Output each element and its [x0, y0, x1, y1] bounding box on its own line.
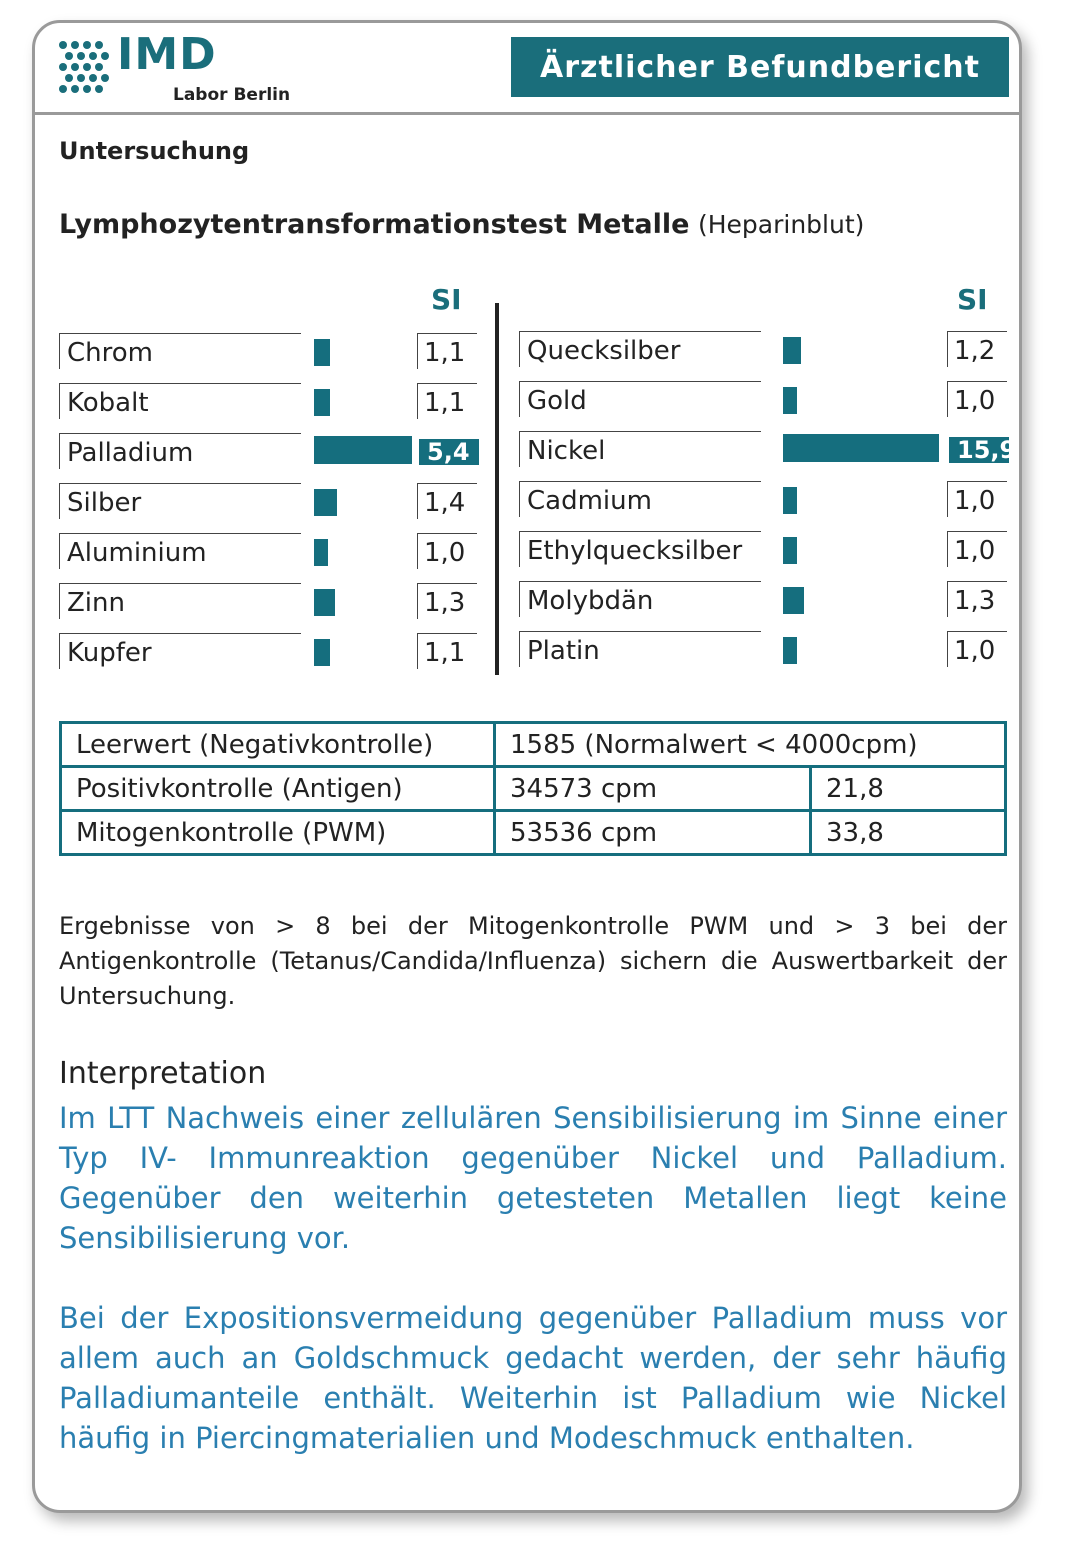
si-value: 1,0	[417, 533, 477, 569]
result-row-nickel	[519, 431, 1017, 471]
result-row-kobalt	[59, 383, 479, 423]
si-value: 5,4	[419, 439, 479, 465]
mitogen-cpm: 53536 cpm	[495, 811, 811, 855]
metal-name: Zinn	[59, 583, 301, 619]
table-row	[61, 811, 1006, 855]
validity-note: Ergebnisse von > 8 bei der Mitogenkontrolle PWM und > 3 bei der Antigenkontrolle (Tetanus/Candida/Influenza) sichern die Auswertbarkeit der Untersuchung.	[59, 912, 1007, 1010]
positive-label: Positivkontrolle (Antigen)	[61, 767, 495, 811]
si-bar	[783, 434, 939, 462]
header-divider	[35, 112, 1019, 115]
metal-name: Aluminium	[59, 533, 301, 569]
result-row-quecksilber	[519, 331, 1009, 371]
section-label: Untersuchung	[59, 137, 250, 165]
si-bar	[314, 539, 328, 566]
table-row	[61, 723, 1006, 767]
test-title	[59, 209, 864, 240]
blank-label: Leerwert (Negativkontrolle)	[61, 723, 495, 767]
result-row-chrom	[59, 333, 479, 373]
si-value: 15,9	[949, 437, 1009, 463]
report-title: Ärztlicher Befundbericht	[511, 37, 1009, 97]
si-value: 1,1	[417, 633, 477, 669]
metal-name: Cadmium	[519, 481, 761, 517]
result-row-platin	[519, 631, 1009, 671]
si-value: 1,4	[417, 483, 477, 519]
si-bar	[314, 639, 330, 666]
si-bar	[783, 387, 797, 414]
si-bar	[314, 389, 330, 416]
si-value: 1,3	[947, 581, 1007, 617]
metal-name: Gold	[519, 381, 761, 417]
interpretation-paragraph-2: Bei der Expositionsvermeidung gegenüber Palladium muss vor allem auch an Goldschmuck gedacht werden, der sehr häufig Palladiumanteile enthält. Weiterhin ist Palladium wie Nickel häufig in Piercingmaterialien und Modeschmuck enthalten.	[59, 1301, 1007, 1455]
result-row-zinn	[59, 583, 479, 623]
result-row-palladium	[59, 433, 479, 473]
si-value: 1,1	[417, 333, 477, 369]
report-card	[32, 20, 1022, 1513]
blank-value: 1585 (Normalwert < 4000cpm)	[495, 723, 1006, 767]
si-bar	[783, 487, 797, 514]
result-row-ethylquecksilber	[519, 531, 1009, 571]
si-value: 1,0	[947, 381, 1007, 417]
interpretation-paragraph-1: Im LTT Nachweis einer zellulären Sensibilisierung im Sinne einer Typ IV- Immunreaktion gegenüber Nickel und Palladium. Gegenüber den weiterhin getesteten Metallen liegt keine Sensibilisierung vor.	[59, 1101, 1007, 1255]
imd-logo	[57, 29, 297, 109]
test-name: Lymphozytentransformationstest Metalle	[59, 209, 690, 240]
si-bar	[314, 489, 337, 516]
si-value: 1,0	[947, 481, 1007, 517]
si-bar	[783, 537, 797, 564]
si-bar	[783, 337, 801, 364]
si-value: 1,0	[947, 531, 1007, 567]
si-bar	[783, 587, 804, 614]
si-bar	[314, 589, 335, 616]
logo-dots-icon	[57, 39, 113, 95]
result-row-aluminium	[59, 533, 479, 573]
sample-type: (Heparinblut)	[697, 210, 865, 239]
logo-subtitle: Labor Berlin	[173, 85, 291, 105]
result-row-cadmium	[519, 481, 1009, 521]
result-row-gold	[519, 381, 1009, 421]
table-row	[61, 767, 1006, 811]
controls-table	[59, 721, 1007, 856]
si-header-right: SI	[957, 283, 988, 316]
logo-wordmark: IMD	[117, 29, 217, 80]
result-row-silber	[59, 483, 479, 523]
metal-name: Palladium	[59, 433, 301, 469]
result-row-kupfer	[59, 633, 479, 673]
metal-name: Kobalt	[59, 383, 301, 419]
si-bar	[314, 339, 330, 366]
metal-name: Platin	[519, 631, 761, 667]
mitogen-si: 33,8	[811, 811, 1006, 855]
si-bar	[314, 436, 412, 464]
metal-name: Quecksilber	[519, 331, 761, 367]
metal-name: Molybdän	[519, 581, 761, 617]
metal-name: Silber	[59, 483, 301, 519]
interpretation-label: Interpretation	[59, 1056, 267, 1091]
metal-name: Chrom	[59, 333, 301, 369]
si-value: 1,1	[417, 383, 477, 419]
si-value: 1,3	[417, 583, 477, 619]
metal-name: Kupfer	[59, 633, 301, 669]
positive-cpm: 34573 cpm	[495, 767, 811, 811]
si-header-left: SI	[431, 283, 462, 316]
result-row-molybdän	[519, 581, 1009, 621]
column-divider	[495, 303, 499, 675]
positive-si: 21,8	[811, 767, 1006, 811]
metal-name: Nickel	[519, 431, 761, 467]
si-value: 1,0	[947, 631, 1007, 667]
si-value: 1,2	[947, 331, 1007, 367]
mitogen-label: Mitogenkontrolle (PWM)	[61, 811, 495, 855]
metal-name: Ethylquecksilber	[519, 531, 761, 567]
si-bar	[783, 637, 797, 664]
